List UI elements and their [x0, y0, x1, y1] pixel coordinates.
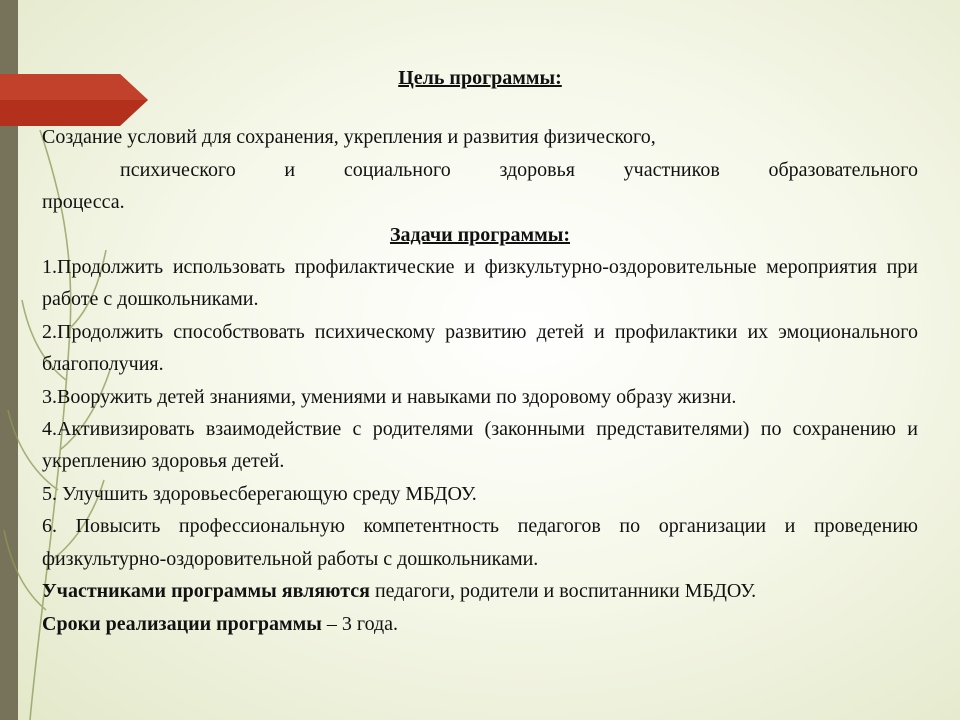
task-item-4: 4.Активизировать взаимодействие с родителями (законными представителями) по сохранению и укреплению здоровья детей. [42, 418, 918, 473]
slide-content [42, 62, 918, 640]
task-item-3: 3.Вооружить детей знаниями, умениями и навыками по здоровому образу жизни. [42, 385, 737, 408]
task-item-2: 2.Продолжить способствовать психическому развитию детей и профилактики их эмоционального благополучия. [42, 320, 918, 376]
participants-text: педагоги, родители и воспитанники МБДОУ. [369, 580, 757, 603]
goal-line-1: Создание условий для сохранения, укрепления и развития физического, [42, 126, 656, 149]
task-item-5: 5. Улучшить здоровьесберегающую среду МБДОУ. [42, 482, 477, 505]
participants-label: Участниками программы являются [42, 580, 370, 603]
term-label: Сроки реализации программы [42, 612, 322, 635]
goal-line-3: процесса. [42, 191, 125, 214]
goal-heading: Цель программы: [398, 67, 562, 89]
task-item-1: 1.Продолжить использовать профилактические и физкультурно-оздоровительные мероприятия при работе с дошкольниками. [42, 256, 918, 311]
participants-paragraph [42, 575, 918, 607]
goal-text [42, 121, 918, 218]
term-text: – 3 года. [321, 612, 399, 635]
task-item-6: 6. Повысить профессиональную компетентность педагогов по организации и проведению физкультурно-оздоровительной работы с дошкольниками. [42, 515, 918, 570]
goal-line-2: психического и социального здоровья участников образовательного [120, 158, 918, 181]
term-paragraph [42, 608, 918, 640]
tasks-heading: Задачи программы: [389, 223, 571, 246]
